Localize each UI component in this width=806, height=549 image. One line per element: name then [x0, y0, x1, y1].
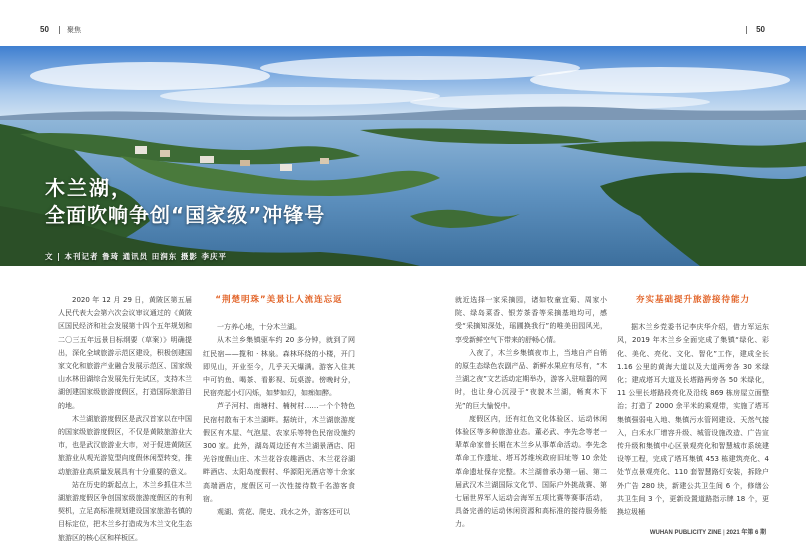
byline: 文 | 本刊记者 鲁琦 通讯员 田润东 摄影 李庆平 [45, 252, 228, 261]
subheading: 夯实基础提升旅游接待能力 [635, 295, 750, 305]
paragraph: 据木兰乡党委书记李庆华介绍，借力军运东风，2019 年木兰乡全面完成了集镇“绿化、彩化、美化、亮化、文化、智化”工作，建成全长 1.16 公里的黄海大道以及大道两旁各 30 米绿化；建成塔耳大道及长塔路两旁各 50 米绿化，11 公里长塔路段亮化及沿线 869 栋房屋立面整治；打造了 2000 余平米的乘观带，实施了塔耳集镇强弱电入地、集镇污水管网建设、天然气接入，白禾水厂增容升级、城管设施改造、广告宣传升级和集镇中心区景观亮化和智慧城市系统建设等工程，完成了塔耳集镇 453 栋建筑亮化、4 处节点景观亮化、110 套智慧路灯安装，拆除户外广告 280 块，新建公共卫生间 6 个，修缮公共卫生间 3 个，更新设置道路指示牌 18 个，更换垃圾桶 [617, 323, 769, 517]
magazine-name: WUHAN PUBLICITY ZINE [649, 530, 722, 536]
column-3 [455, 294, 607, 532]
paragraph: 芦子河村、南塘村、楠树村……一个个特色民宿村散布于木兰湖畔。据统计，木兰湖旅游度假区有木屋、气泡屋、农家乐等特色民宿设施约 300 家。此外，湖岛周边还有木兰湖景酒店、阳光谷度假山庄、木兰花谷农趣酒店、木兰花谷湖畔酒店、太阳岛度假村、华源阳光酒店等十余家高端酒店，度假区可一次性接待数千名游客食宿。 [203, 402, 355, 503]
paragraph: 木兰湖旅游度假区是武汉首家以在中国的国家级旅游度假区，不仅是黄陂旅游业大市，也是武汉旅游业大市，对于促进黄陂区旅游业从观光游览型向度假休闲型转变，推动旅游业高质量发展具有十分重要的意义。 [58, 414, 192, 476]
lake-aerial-photo [0, 46, 806, 266]
paragraph: 2020 年 12 月 29 日，黄陂区第五届人民代表大会第六次会议审议通过的《黄陂区国民经济和社会发展第十四个五年规划和二〇三五年远景目标纲要（草案）》明确提出，深化全域旅游示范区建设，积极创建国家文化和旅游产业融合发展示范区、国家级山水林田湖综合发展先行先试区，支持木兰湖创建国家级旅游度假区，打造国际旅游目的地。 [58, 296, 192, 410]
footer-separator: | [723, 530, 725, 536]
subheading: “荆楚明珠”美景让人流连忘返 [215, 295, 343, 305]
column-1 [58, 294, 192, 545]
column-4 [617, 294, 769, 519]
paragraph: 一方养心地，十分木兰湖。 [217, 323, 301, 332]
article-title [45, 175, 325, 229]
header-separator-right: | [745, 25, 748, 34]
page-number-right: 50 [756, 25, 765, 34]
issue-label: 2021 年第 6 期 [726, 530, 766, 536]
paragraph: 站在历史的新起点上，木兰乡抓住木兰湖旅游度假区争创国家级旅游度假区的有利契机，立足高标准规划建设国家旅游名镇的目标定位，把木兰乡打造成为木兰文化生态旅游区的核心区和样板区。 [58, 480, 192, 542]
paragraph: 度假区内，还有红色文化体验区、运动休闲体验区等多种旅游业态。董必武、李先念等老一辈革命家曾长期在木兰乡从事革命活动。李先念革命工作遗址、塔耳苏维埃政府旧址等 10 余处革命遗址保存完整。木兰湖曾承办第一届、第二届武汉木兰湖国际文化节、国际户外挑战赛、第七届世界军人运动会海军五项比赛等赛事活动，具备完善的运动休闲资源和高标准的接待服务能力。 [455, 414, 607, 529]
title-line-2: 全面吹响争创“国家级”冲锋号 [45, 203, 326, 227]
paragraph: 就近选择一家采摘园，诸如牧童宜菊、周家小院、绿岛菜香、银芳茶香等采摘基地均可，感受“采摘知深处，瑶圃换我行”的唯美田园风光，享受新鲜空气下带来的舒畅心情。 [455, 296, 607, 344]
page-header [0, 0, 806, 40]
page-number-left: 50 [40, 25, 49, 34]
paragraph: 从木兰乡集镇驱车约 20 多分钟，就到了网红民宿——揽和 · 林泉。森林环绕的小楼，开门即见山，开业至今，几乎天天爆满。游客入住其中可钓鱼、喝茶、看影视、玩桌游。傍晚时分，民宿亮起小灯闪烁，如梦如幻，如痴如醉。 [203, 336, 355, 398]
header-separator: | [58, 25, 61, 34]
title-line-1: 木兰湖， [45, 176, 133, 200]
section-label: 聚焦 [67, 26, 81, 34]
paragraph: 观湖、赏花、爬史、戏水之外，游客还可以 [217, 508, 350, 517]
page-footer [650, 527, 766, 536]
paragraph: 入夜了，木兰乡集镇夜市上，当地自产自销的原生态绿色农副产品、新鲜水果应有尽有，“木兰湖之夜”文艺活动定期举办，游客入驻喧嚣的网时，也让身心沉浸于“夜貌木兰湖，畅爽木下光”的巨大愉悦中。 [455, 348, 607, 410]
column-2 [203, 294, 355, 519]
